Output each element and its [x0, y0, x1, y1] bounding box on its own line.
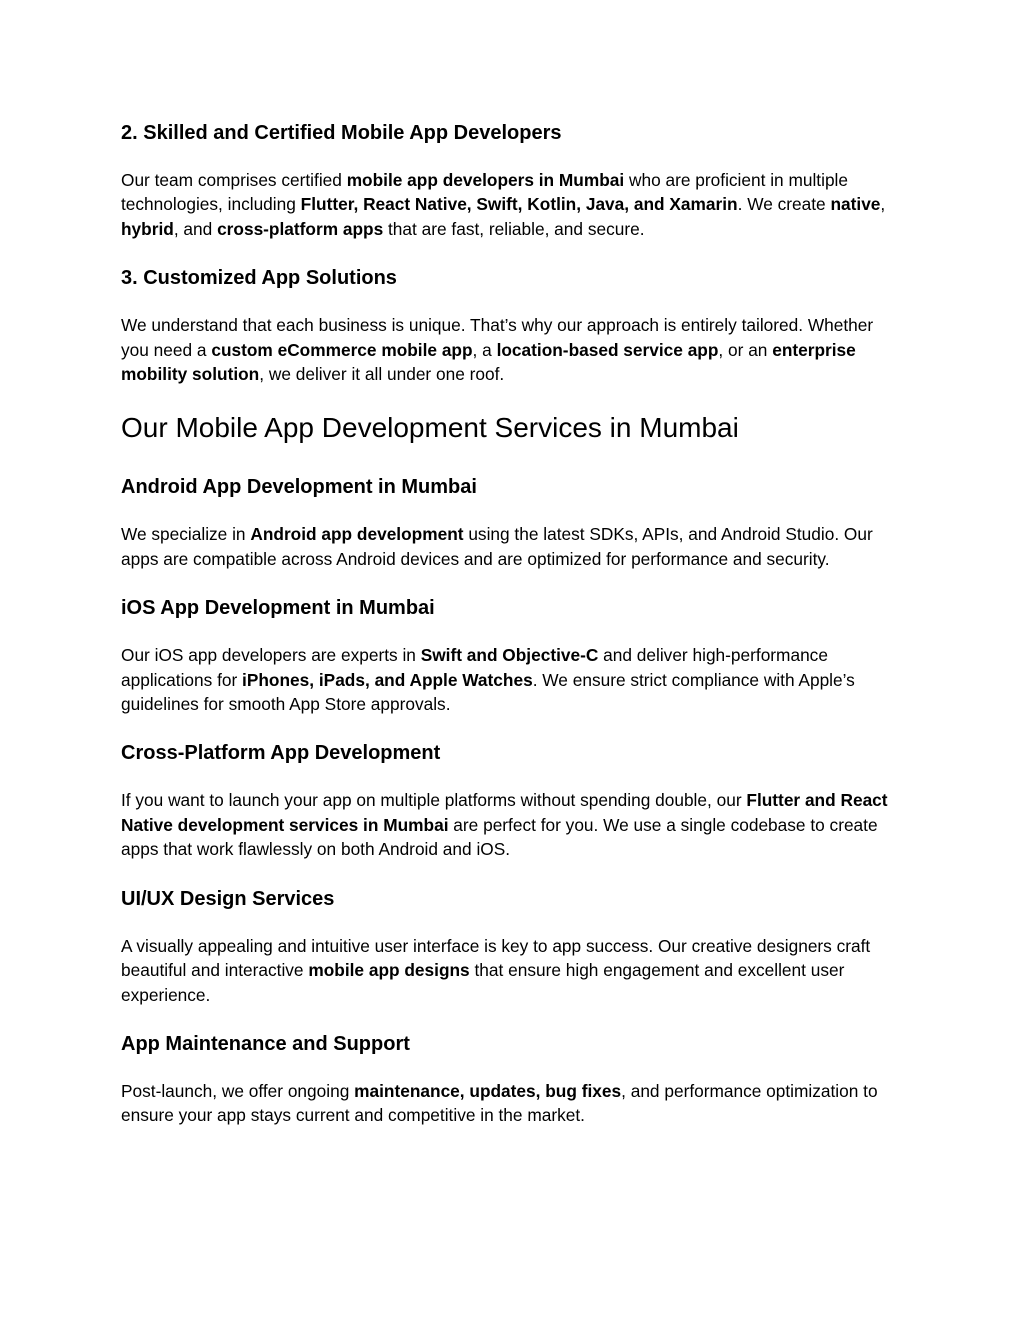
text-run: We understand that each business is unique. That’s why our approach is entirely tailored. Whether you need a	[121, 315, 874, 360]
bold-run: Flutter and React Native development services in Mumbai	[121, 790, 888, 835]
maintenance-heading: App Maintenance and Support	[121, 1032, 410, 1055]
bold-run: custom eCommerce mobile app	[211, 339, 473, 360]
text-run: A visually appealing and intuitive user interface is key to app success. Our creative designers craft beautiful and interactive	[121, 935, 871, 981]
text-run: and deliver high-performance applications for	[121, 645, 828, 690]
bold-run: native	[830, 194, 881, 215]
text-run: , and	[173, 218, 218, 239]
bold-run: Android app development	[250, 524, 464, 545]
uiux-heading: UI/UX Design Services	[121, 887, 335, 910]
cross-platform-heading: Cross-Platform App Development	[121, 742, 441, 765]
skilled-heading: 2. Skilled and Certified Mobile App Developers	[121, 122, 562, 144]
text-run: Our iOS app developers are experts in	[121, 645, 421, 666]
text-run: ,	[880, 194, 886, 215]
text-run: who are proficient in multiple technologies, including	[121, 170, 849, 215]
text-run: , or an	[718, 339, 773, 360]
text-run: We specialize in	[121, 524, 251, 545]
text-run: Post-launch, we offer ongoing	[121, 1080, 355, 1101]
text-run: , and performance optimization to ensure your app stays current and competitive in the market.	[121, 1080, 878, 1126]
customized-heading: 3. Customized App Solutions	[121, 267, 397, 290]
android-heading: Android App Development in Mumbai	[121, 476, 477, 499]
bold-run: mobile app developers in Mumbai	[346, 170, 625, 190]
uiux-paragraph	[121, 934, 904, 1007]
android-paragraph	[121, 522, 904, 571]
cross-platform-paragraph	[121, 788, 904, 861]
text-run: that are fast, reliable, and secure.	[383, 218, 645, 239]
text-run: using the latest SDKs, APIs, and Android Studio. Our apps are compatible across Android devices and are optimized for performance and security.	[121, 524, 873, 569]
text-run: , we deliver it all under one roof.	[259, 364, 505, 385]
bold-run: maintenance, updates, bug fixes	[354, 1080, 622, 1101]
text-run: If you want to launch your app on multiple platforms without spending double, our	[121, 790, 747, 811]
bold-run: Swift and Objective-C	[420, 645, 599, 666]
text-run: are perfect for you. We use a single codebase to create apps that work flawlessly on both Android and iOS.	[121, 814, 878, 860]
bold-run: hybrid	[121, 218, 174, 239]
text-run: Our team comprises certified	[121, 170, 347, 190]
text-run: , a	[472, 339, 497, 360]
bold-run: mobile app designs	[308, 960, 470, 981]
bold-run: iPhones, iPads, and Apple Watches	[242, 669, 533, 690]
maintenance-paragraph	[121, 1079, 904, 1128]
services-title: Our Mobile App Development Services in Mumbai	[121, 412, 739, 444]
customized-paragraph	[121, 313, 904, 386]
bold-run: Flutter, React Native, Swift, Kotlin, Java, and Xamarin	[300, 194, 738, 215]
ios-heading: iOS App Development in Mumbai	[121, 597, 435, 620]
bold-run: cross-platform apps	[217, 218, 384, 239]
bold-run: enterprise mobility solution	[121, 339, 856, 385]
text-run: . We ensure strict compliance with Apple’s guidelines for smooth App Store approvals.	[121, 669, 855, 715]
text-run: that ensure high engagement and excellent user experience.	[121, 960, 845, 1005]
text-run: . We create	[737, 194, 831, 215]
skilled-paragraph	[121, 168, 904, 241]
bold-run: location-based service app	[496, 339, 719, 360]
ios-paragraph	[121, 643, 904, 716]
